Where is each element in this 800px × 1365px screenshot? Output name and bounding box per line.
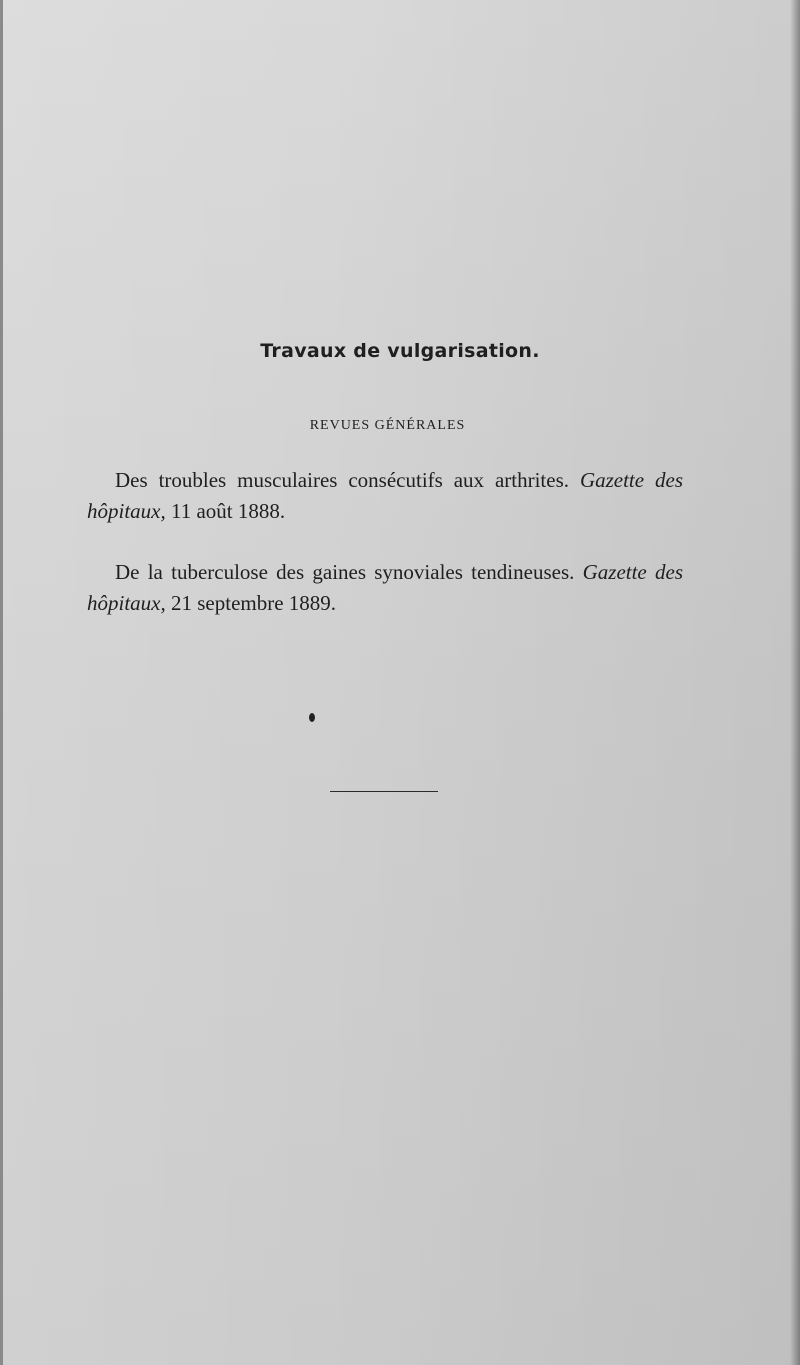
entry-date: 21 septembre 1889. xyxy=(171,591,337,615)
ink-dot xyxy=(309,713,315,722)
entry-journal: Gazette des hôpitaux, xyxy=(87,468,683,523)
section-divider xyxy=(330,791,438,792)
page-left-edge xyxy=(0,0,3,1365)
entry-date: 11 août 1888. xyxy=(171,499,286,523)
section-subheading: REVUES GÉNÉRALES xyxy=(309,418,466,433)
section-heading: Travaux de vulgarisation. xyxy=(260,340,540,362)
bibliography-entry xyxy=(87,465,683,527)
entry-title: Des troubles musculaires consécutifs aux arthrites. xyxy=(115,468,570,492)
entry-journal: Gazette des hôpitaux, xyxy=(87,560,683,615)
page-gutter-shadow xyxy=(790,0,800,1365)
entry-title: De la tuberculose des gaines synoviales tendineuses. xyxy=(115,560,575,584)
bibliography-entry xyxy=(87,557,683,619)
